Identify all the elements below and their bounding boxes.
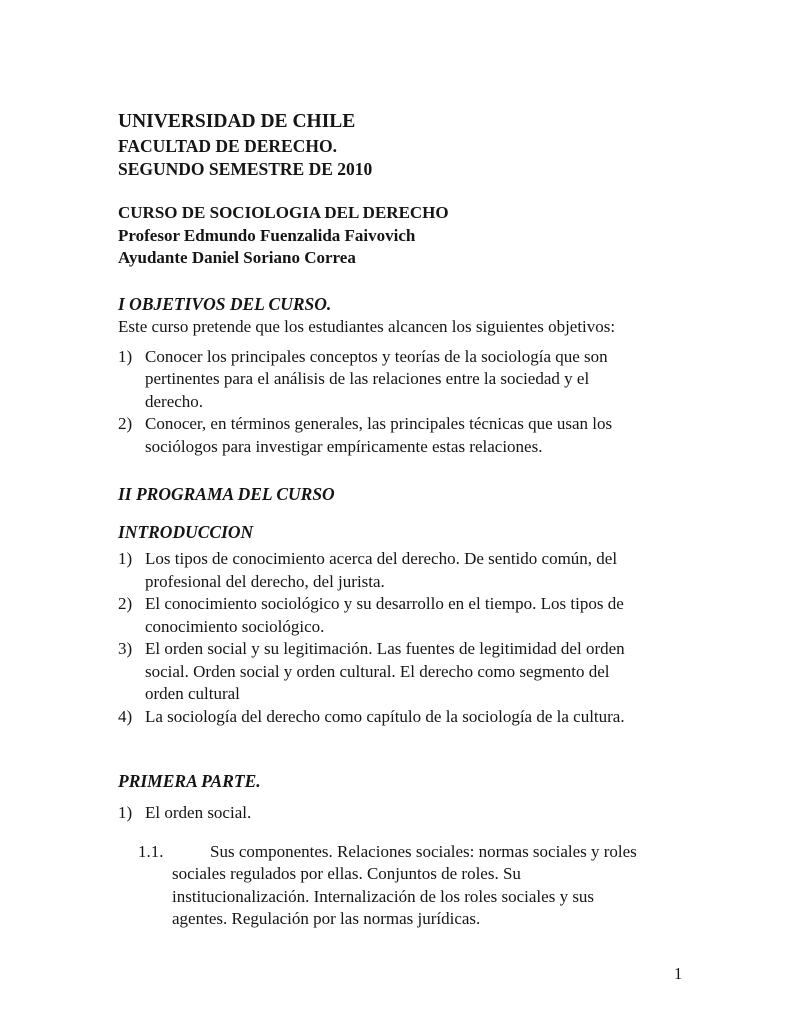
- list-item: [118, 638, 758, 706]
- university-name: UNIVERSIDAD DE CHILE: [118, 111, 356, 132]
- professor-name: Profesor Edmundo Fuenzalida Faivovich: [118, 225, 416, 245]
- course-title: CURSO DE SOCIOLOGIA DEL DERECHO: [118, 203, 449, 222]
- list-item: [118, 413, 758, 458]
- list-item-number: 2): [118, 594, 133, 613]
- sub-item-number: 1.1.: [138, 841, 164, 861]
- list-item-number: 2): [118, 414, 133, 433]
- sub-item-line: institucionalización. Internalización de los roles sociales y sus: [172, 886, 595, 906]
- list-item-number: 1): [118, 346, 133, 366]
- list-item: [118, 346, 758, 414]
- list-item: [118, 706, 758, 729]
- list-item: [118, 593, 758, 638]
- objectives-section: [118, 293, 758, 458]
- list-item-line: El orden social.: [145, 803, 252, 822]
- list-item-line: orden cultural: [145, 684, 240, 703]
- semester-line: SEGUNDO SEMESTRE DE 2010: [118, 159, 373, 179]
- list-item-line: Los tipos de conocimiento acerca del derecho. De sentido común, del: [145, 549, 618, 568]
- objectives-heading: I OBJETIVOS DEL CURSO.: [118, 294, 332, 314]
- sub-item-line: Sus componentes. Relaciones sociales: normas sociales y roles: [210, 841, 637, 861]
- program-section: [118, 483, 758, 728]
- introduction-list: [118, 548, 758, 728]
- introduction-heading: INTRODUCCION: [118, 522, 254, 542]
- list-item-line: social. Orden social y orden cultural. El derecho como segmento del: [145, 661, 610, 681]
- sub-list-item: [118, 841, 758, 931]
- sub-item-line: sociales regulados por ellas. Conjuntos de roles. Su: [172, 864, 521, 883]
- list-item: [118, 548, 758, 593]
- list-item-line: sociólogos para investigar empíricamente estas relaciones.: [145, 436, 543, 456]
- list-item-line: Conocer, en términos generales, las principales técnicas que usan los: [145, 414, 613, 433]
- list-item-number: 3): [118, 639, 133, 658]
- list-item-line: Conocer los principales conceptos y teorías de la sociología que son: [145, 346, 608, 366]
- list-item-line: derecho.: [145, 391, 204, 411]
- list-item-line: El conocimiento sociológico y su desarrollo en el tiempo. Los tipos de: [145, 594, 624, 613]
- first-part-section: [118, 770, 758, 931]
- objectives-list: [118, 346, 758, 459]
- list-item-number: 4): [118, 706, 133, 726]
- letterhead: [118, 109, 758, 181]
- list-item-line: La sociología del derecho como capítulo de la sociología de la cultura.: [145, 706, 625, 726]
- assistant-name: Ayudante Daniel Soriano Correa: [118, 248, 356, 267]
- list-item-number: 1): [118, 803, 133, 822]
- program-heading: II PROGRAMA DEL CURSO: [118, 484, 335, 504]
- sub-item-line: agentes. Regulación por las normas jurídicas.: [172, 909, 481, 928]
- list-item-line: pertinentes para el análisis de las relaciones entre la sociedad y el: [145, 369, 590, 388]
- list-item-line: conocimiento sociológico.: [145, 616, 325, 636]
- page-number: 1: [674, 964, 683, 983]
- faculty-name: FACULTAD DE DERECHO.: [118, 136, 337, 156]
- list-item-line: profesional del derecho, del jurista.: [145, 571, 385, 591]
- list-item: [118, 802, 758, 825]
- course-block: [118, 202, 758, 270]
- list-item-number: 1): [118, 549, 133, 568]
- objectives-intro: Este curso pretende que los estudiantes alcancen los siguientes objetivos:: [118, 317, 616, 336]
- list-item-line: El orden social y su legitimación. Las fuentes de legitimidad del orden: [145, 639, 625, 658]
- first-part-heading: PRIMERA PARTE.: [118, 771, 261, 791]
